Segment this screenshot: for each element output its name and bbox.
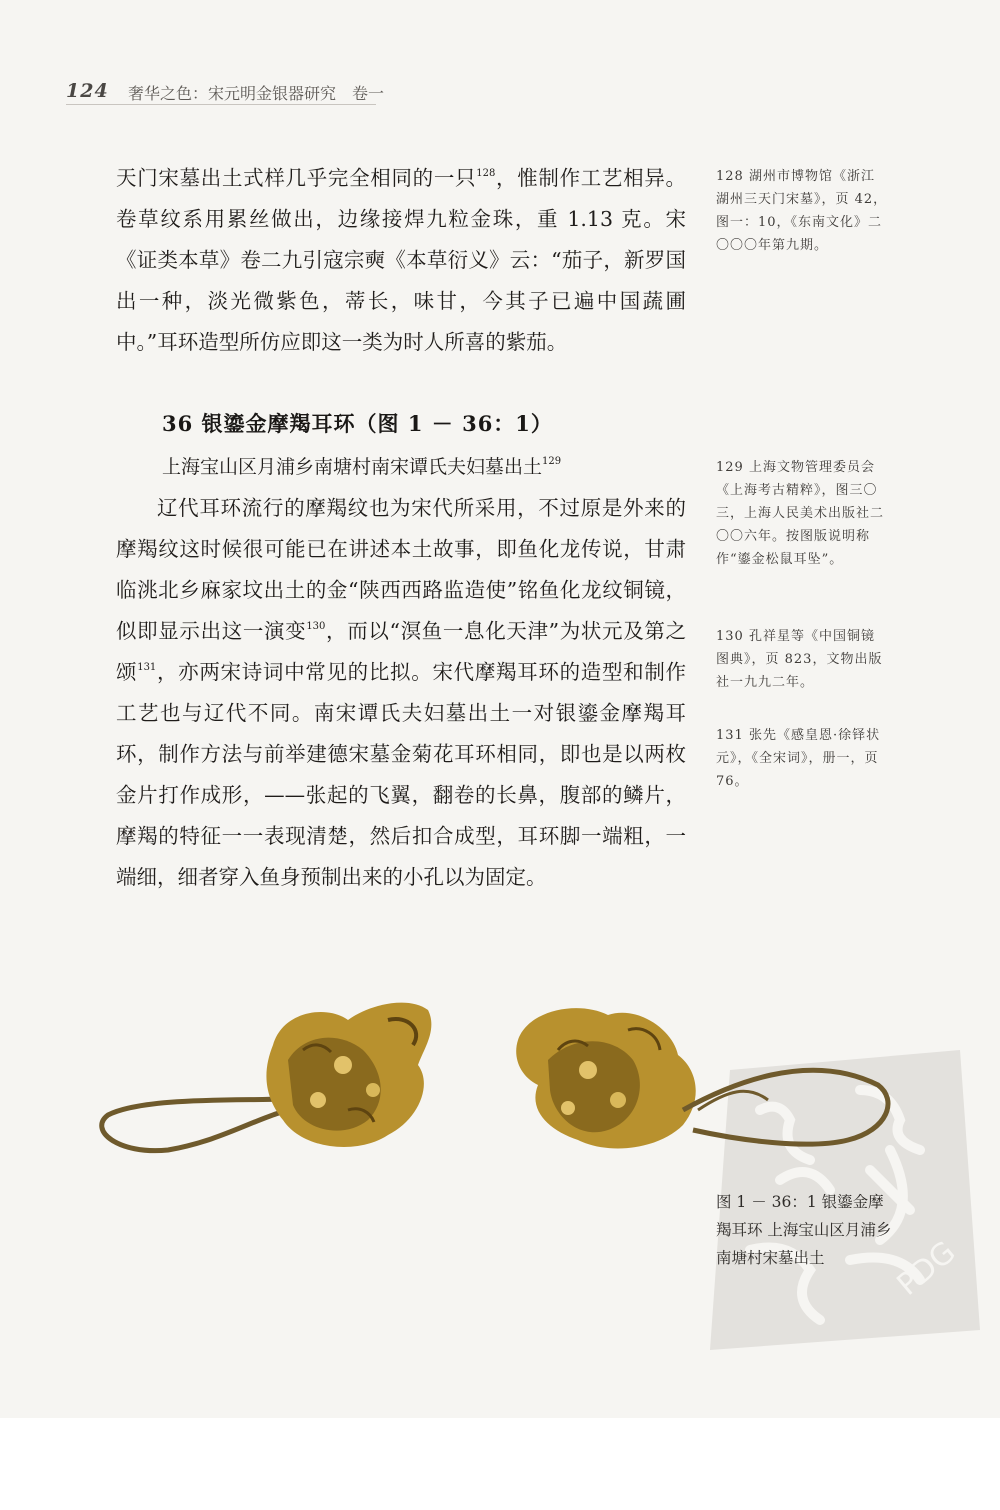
footnote-ref-131: 131: [137, 662, 157, 673]
figure-caption: 图 1 － 36：1 银鎏金摩羯耳环 上海宝山区月浦乡南塘村宋墓出土: [716, 1193, 892, 1267]
section-subtitle: [162, 450, 561, 484]
page-number: 124: [66, 80, 109, 102]
side-note-128: 128 湖州市博物馆《浙江湖州三天门宋墓》，页 42，图一：10，《东南文化》二〇〇〇年第九期。: [716, 169, 888, 253]
page-header: [66, 80, 926, 102]
header-rule: [66, 104, 376, 105]
para1-text-b: ，惟制作工艺相异。卷草纹系用累丝做出，边缘接焊九粒金珠，重 1.13 克。宋《证类本草》卷二九引寇宗奭《本草衍义》云：“茄子，新罗国出一种，淡光微紫色，蒂长，味甘，今其子已遍中国蔬圃中。”耳环造型所仿应即这一类为时人所喜的紫茄。: [116, 166, 687, 354]
footnote-ref-128: 128: [476, 168, 496, 179]
side-note-130: 130 孔祥星等《中国铜镜图典》，页 823，文物出版社一九九二年。: [716, 629, 883, 690]
footnote-ref-129: 129: [542, 456, 562, 467]
para1-text-a: 天门宋墓出土式样几乎完全相同的一只: [116, 166, 477, 190]
scan-margin: [0, 1418, 1000, 1510]
earrings-photo: [88, 990, 908, 1170]
para2-text-b: ，而以“溟鱼一息化天津”为状元及第之颂: [116, 619, 686, 684]
para2-text-a: 辽代耳环流行的摩羯纹也为宋代所采用，不过原是外来的摩羯纹这时候很可能已在讲述本土故事，即鱼化龙传说，甘肃临洮北乡麻家坟出土的金“陕西西路监造使”铭鱼化龙纹铜镜，似即显示出这一演变: [116, 496, 686, 643]
makara-earrings-image: [88, 990, 908, 1170]
side-note-129: 129 上海文物管理委员会《上海考古精粹》，图三〇三，上海人民美术出版社二〇〇六年。按图版说明称作“鎏金松鼠耳坠”。: [716, 460, 885, 567]
side-note-131: 131 张先《感皇恩·徐铎状元》，《全宋词》，册一，页 76。: [716, 728, 881, 789]
footnote-ref-130: 130: [306, 621, 326, 632]
body-paragraph-2: [116, 488, 686, 898]
section-heading: 36 银鎏金摩羯耳环（图 1 － 36：1）: [162, 411, 553, 436]
para2-text-c: ，亦两宋诗词中常见的比拟。宋代摩羯耳环的造型和制作工艺也与辽代不同。南宋谭氏夫妇墓出土一对银鎏金摩羯耳环，制作方法与前举建德宋墓金菊花耳环相同，即也是以两枚金片打作成形，——张起的飞翼，翻卷的长鼻，腹部的鳞片，摩羯的特征一一表现清楚，然后扣合成型，耳环脚一端粗，一端细，细者穿入鱼身预制出来的小孔以为固定。: [116, 660, 687, 889]
running-title: 奢华之色：宋元明金银器研究 卷一: [128, 84, 385, 103]
subtitle-text: 上海宝山区月浦乡南塘村南宋谭氏夫妇墓出土: [162, 456, 543, 478]
watermark-text: PDG: [890, 1234, 963, 1303]
body-paragraph-1: [116, 158, 686, 363]
